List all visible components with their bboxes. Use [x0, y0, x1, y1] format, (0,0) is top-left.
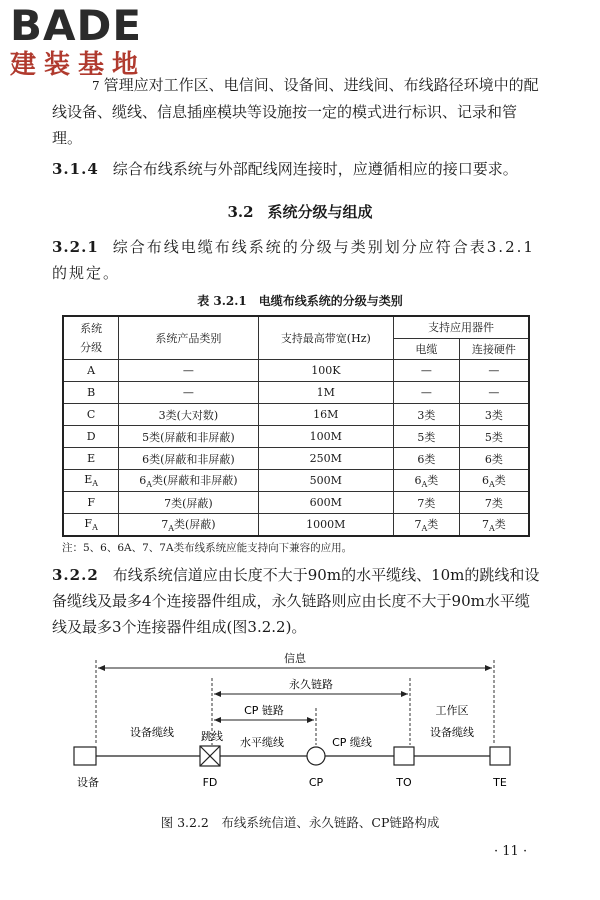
header-grade-line2: 分级	[80, 341, 103, 354]
cell-connector: 3类	[459, 404, 529, 426]
cell-cable: 6类	[394, 448, 460, 470]
table-row	[63, 514, 529, 537]
cell-bandwidth: 1000M	[258, 514, 393, 537]
fd-node	[200, 746, 220, 766]
brand-logo	[10, 1, 147, 80]
cell-connector: 7类	[459, 492, 529, 514]
label-cp-link: CP 链路	[244, 704, 284, 717]
category-prefix: 7	[161, 517, 169, 531]
clause-number: 3.2.1	[52, 238, 99, 256]
cell-grade	[63, 514, 119, 537]
connector-subscript: A	[488, 480, 495, 490]
header-grade-line1: 系统	[80, 322, 103, 335]
cell-grade: E	[63, 448, 119, 470]
label-cp: CP	[308, 776, 324, 789]
cell-cable: —	[394, 382, 460, 404]
clause-3-2-2	[52, 562, 542, 640]
cell-bandwidth: 250M	[258, 448, 393, 470]
label-equipment-cable: 设备缆线	[130, 726, 174, 739]
cell-grade: B	[63, 382, 119, 404]
clause-number: 3.1.4	[52, 160, 99, 178]
cell-connector: —	[459, 360, 529, 382]
cell-connector	[459, 514, 529, 537]
te-node	[490, 747, 510, 765]
table-row	[63, 382, 529, 404]
grade-letter: F	[84, 516, 93, 530]
cable-subscript: A	[421, 524, 428, 534]
section-number: 3.2	[227, 203, 254, 221]
logo-subtitle: 建装基地	[10, 50, 147, 80]
category-subscript: A	[146, 480, 153, 490]
cell-cable: —	[394, 360, 460, 382]
equipment-node	[74, 747, 96, 765]
cell-grade: D	[63, 426, 119, 448]
cell-bandwidth: 16M	[258, 404, 393, 426]
cell-bandwidth: 600M	[258, 492, 393, 514]
cell-cable	[394, 514, 460, 537]
table-row	[63, 426, 529, 448]
category-text: 类(屏蔽)	[174, 517, 216, 531]
cell-category: 6类(屏蔽和非屏蔽)	[119, 448, 258, 470]
grade-letter: E	[84, 472, 93, 486]
grade-subscript: A	[92, 479, 99, 489]
channel-diagram	[0, 650, 600, 800]
header-grade	[63, 316, 119, 360]
clause-3-1-4	[52, 156, 542, 182]
cell-connector: 5类	[459, 426, 529, 448]
connector-prefix: 7	[481, 517, 489, 531]
cell-category: —	[119, 360, 258, 382]
cell-category	[119, 514, 258, 537]
cell-category: 5类(屏蔽和非屏蔽)	[119, 426, 258, 448]
cell-cable: 3类	[394, 404, 460, 426]
to-node	[394, 747, 414, 765]
grade-subscript: A	[92, 523, 98, 533]
label-equipment: 设备	[77, 776, 99, 789]
label-patch-cord: 跳线	[201, 730, 223, 743]
intro-prefix: 7	[92, 79, 100, 93]
label-to: TO	[396, 776, 412, 789]
table-caption: 表 3.2.1 电缆布线系统的分级与类别	[197, 294, 403, 308]
cell-category: —	[119, 382, 258, 404]
cell-cable	[394, 470, 460, 492]
header-support: 支持应用器件	[394, 316, 529, 338]
cell-connector: 6类	[459, 448, 529, 470]
connector-text: 类	[494, 517, 506, 531]
header-bandwidth: 支持最高带宽(Hz)	[258, 316, 393, 360]
figure-caption: 图 3.2.2 布线系统信道、永久链路、CP链路构成	[160, 815, 440, 830]
cell-connector	[459, 470, 529, 492]
cell-grade: F	[63, 492, 119, 514]
label-te: TE	[493, 776, 507, 789]
header-connector: 连接硬件	[459, 338, 529, 360]
cell-bandwidth: 100K	[258, 360, 393, 382]
connector-subscript: A	[488, 524, 495, 534]
cable-prefix: 6	[414, 473, 422, 487]
intro-paragraph	[52, 72, 542, 151]
category-text: 类(屏蔽和非屏蔽)	[152, 473, 238, 487]
label-horizontal-cable: 水平缆线	[240, 736, 284, 749]
connector-text: 类	[494, 473, 506, 487]
label-permanent-link: 永久链路	[289, 678, 333, 691]
table-row	[63, 360, 529, 382]
clause-3-2-1	[52, 234, 542, 286]
cell-category: 7类(屏蔽)	[119, 492, 258, 514]
classification-table	[62, 315, 530, 537]
page-number: · 11 ·	[494, 844, 528, 859]
label-work-area: 工作区	[435, 704, 469, 717]
clause-text: 综合布线电缆布线系统的分级与类别划分应符合表3.2.1的规定。	[52, 238, 535, 282]
cable-text: 类	[427, 473, 439, 487]
clause-text: 综合布线系统与外部配线网连接时，应遵循相应的接口要求。	[112, 160, 518, 178]
cell-grade	[63, 470, 119, 492]
cell-cable: 7类	[394, 492, 460, 514]
label-cp-cable: CP 缆线	[332, 736, 372, 749]
intro-text: 管理应对工作区、电信间、设备间、进线间、布线路径环境中的配线设备、缆线、信息插座模块等设施按一定的模式进行标识、记录和管理。	[52, 76, 539, 147]
cell-category	[119, 470, 258, 492]
label-channel: 信息	[284, 652, 306, 665]
clause-text: 布线系统信道应由长度不大于90m的水平缆线、10m的跳线和设备缆线及最多4个连接器件组成，永久链路则应由长度不大于90m水平缆线及最多3个连接器件组成(图3.2.2)。	[52, 566, 540, 636]
cable-prefix: 7	[414, 517, 422, 531]
table-row	[63, 448, 529, 470]
table-row	[63, 492, 529, 514]
section-heading	[0, 201, 600, 222]
logo-brand: BADE	[10, 1, 143, 50]
cell-bandwidth: 100M	[258, 426, 393, 448]
clause-number: 3.2.2	[52, 566, 99, 584]
cable-subscript: A	[421, 480, 428, 490]
cell-connector: —	[459, 382, 529, 404]
label-fd: FD	[202, 776, 218, 789]
cell-category: 3类(大对数)	[119, 404, 258, 426]
table-row	[63, 470, 529, 492]
header-cable: 电缆	[394, 338, 460, 360]
table-row	[63, 404, 529, 426]
label-work-area-cable: 设备缆线	[430, 726, 474, 739]
cell-grade: C	[63, 404, 119, 426]
section-title: 系统分级与组成	[267, 203, 373, 221]
cell-bandwidth: 1M	[258, 382, 393, 404]
category-subscript: A	[168, 524, 175, 534]
cable-text: 类	[427, 517, 439, 531]
cell-bandwidth: 500M	[258, 470, 393, 492]
table-note: 注：5、6、6A、7、7A类布线系统应能支持向下兼容的应用。	[62, 542, 353, 554]
category-prefix: 6	[139, 473, 147, 487]
cell-grade: A	[63, 360, 119, 382]
cell-cable: 5类	[394, 426, 460, 448]
cp-node	[307, 747, 325, 765]
connector-prefix: 6	[481, 473, 489, 487]
header-category: 系统产品类别	[119, 316, 258, 360]
